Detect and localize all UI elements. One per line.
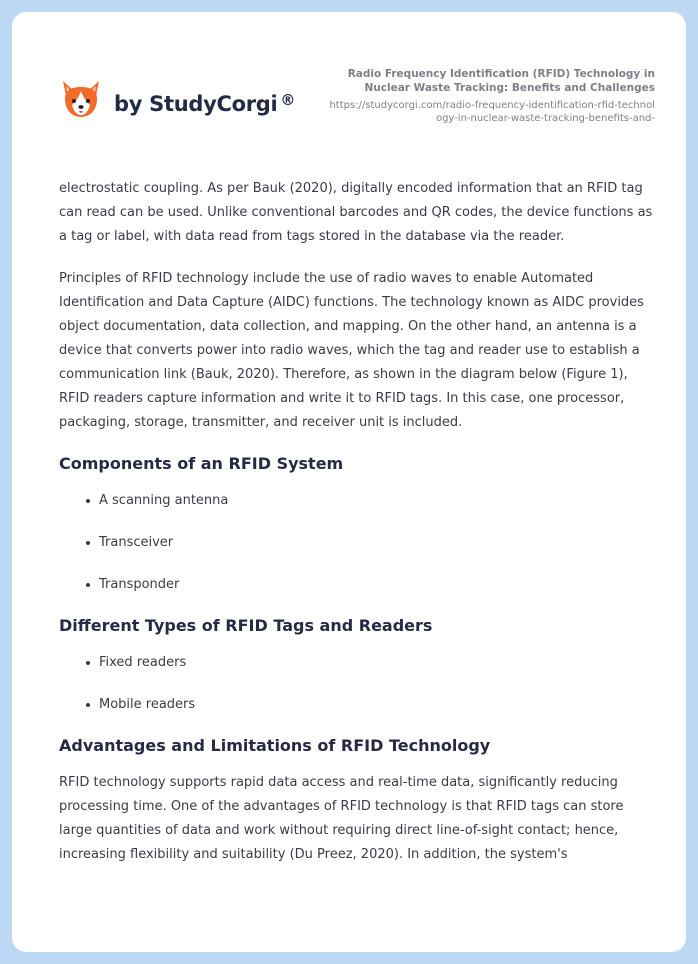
paragraph: RFID technology supports rapid data access and real-time data, significantly reducing processing time. One of the advantages of RFID technology is that RFID tags can store large quantities of data and work without requiring direct line-of-sight contact; hence, increasing flexibility and suitability (Du Preez, 2020). In addition, the system's <box>59 775 624 862</box>
list-item <box>99 531 659 555</box>
section-heading: Advantages and Limitations of RFID Technology <box>59 736 491 755</box>
list-item <box>99 489 659 513</box>
tags-readers-list <box>59 651 659 717</box>
studycorgi-logo[interactable] <box>60 76 295 124</box>
brand-name: by StudyCorgi ® <box>114 91 296 116</box>
list-item-text: Fixed readers <box>99 655 187 670</box>
components-list <box>59 489 659 597</box>
list-item <box>99 573 659 597</box>
section-heading: Different Types of RFID Tags and Readers <box>59 616 433 635</box>
bullet-icon <box>86 703 90 707</box>
page-header <box>12 12 686 162</box>
list-item-text: Transceiver <box>99 535 174 550</box>
bullet-icon <box>86 499 90 503</box>
list-item-text: Mobile readers <box>99 697 196 712</box>
document-page <box>12 12 686 952</box>
document-url[interactable]: https://studycorgi.com/radio-frequency-identification-rfid-technology-in-nuclear-waste-tracking-benefits-and- <box>329 100 655 124</box>
document-info <box>325 67 655 125</box>
section-heading: Components of an RFID System <box>59 454 344 473</box>
registered-mark: ® <box>280 91 296 109</box>
list-item <box>99 651 659 675</box>
list-item-text: Transponder <box>99 577 180 592</box>
document-content <box>59 177 659 885</box>
bullet-icon <box>86 583 90 587</box>
bullet-icon <box>86 661 90 665</box>
bullet-icon <box>86 541 90 545</box>
paragraph: Principles of RFID technology include the use of radio waves to enable Automated Identification and Data Capture (AIDC) functions. The technology known as AIDC provides object documentation, data collection, and mapping. On the other hand, an antenna is a device that converts power into radio waves, which the tag and reader use to establish a communication link (Bauk, 2020). Therefore, as shown in the diagram below (Figure 1), RFID readers capture information and write it to RFID tags. In this case, one processor, packaging, storage, transmitter, and receiver unit is included. <box>59 271 644 430</box>
list-item <box>99 693 659 717</box>
corgi-logo-icon <box>60 77 102 123</box>
list-item-text: A scanning antenna <box>99 493 229 508</box>
paragraph: electrostatic coupling. As per Bauk (2020), digitally encoded information that an RFID tag can read can be used. Unlike conventional barcodes and QR codes, the device functions as a tag or label, with data read from tags stored in the database via the reader. <box>59 181 653 244</box>
document-title: Radio Frequency Identification (RFID) Technology in Nuclear Waste Tracking: Benefits and Challenges <box>347 68 655 94</box>
